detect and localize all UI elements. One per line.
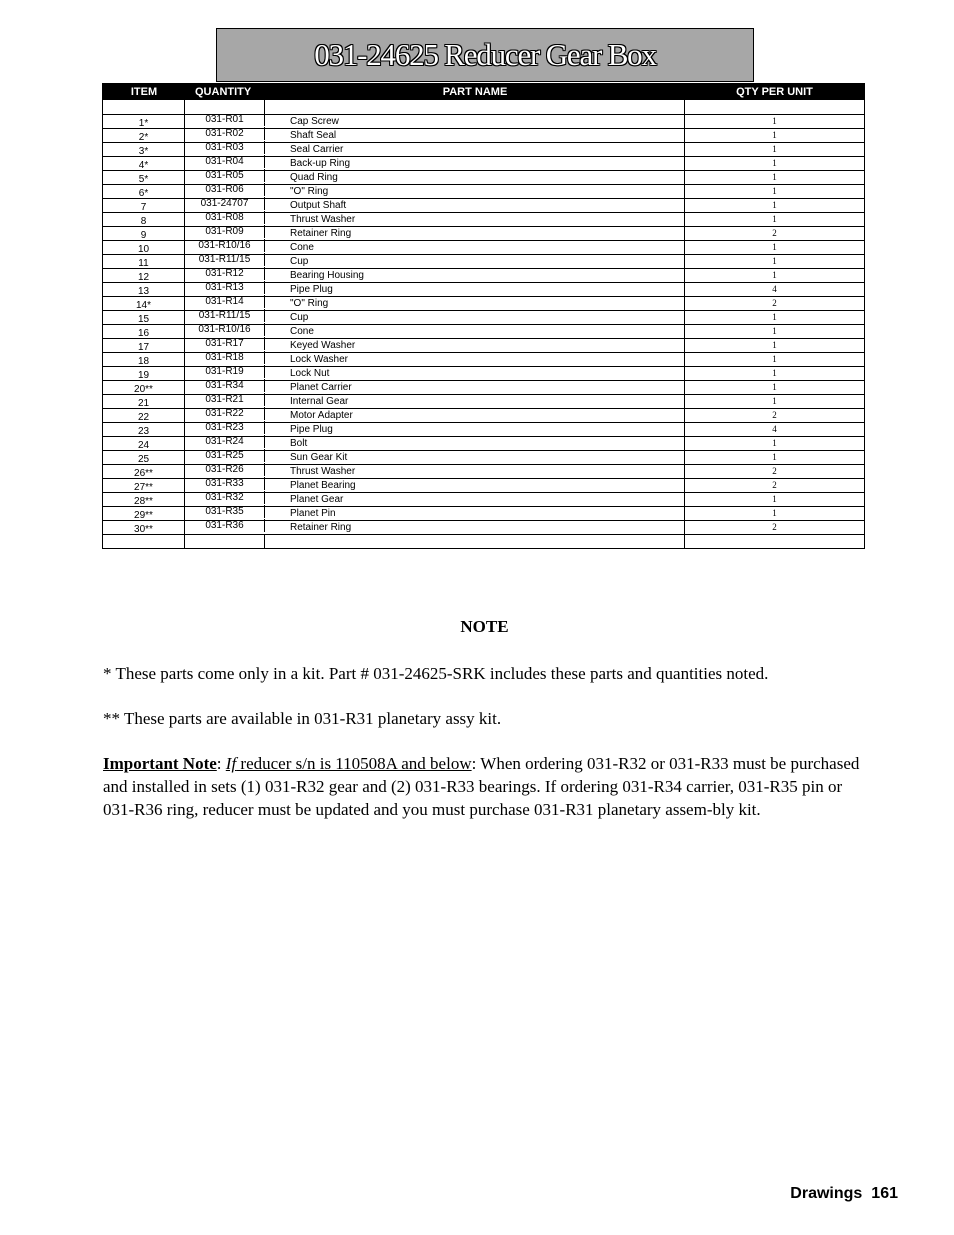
item-cell: 20** xyxy=(103,381,185,394)
item-cell: 24 xyxy=(103,437,185,450)
part-number-cell: 031-R26 xyxy=(185,463,265,476)
item-cell: 9 xyxy=(103,227,185,240)
important-note-condition: If reducer s/n is 110508A and below xyxy=(225,754,472,773)
part-name-cell: Seal Carrier xyxy=(265,143,685,156)
planetary-note: ** These parts are available in 031-R31 planetary assy kit. xyxy=(103,709,502,728)
qty-per-unit-cell: 1 xyxy=(772,200,777,210)
part-name-cell: Shaft Seal xyxy=(265,129,685,142)
qty-per-unit-cell: 1 xyxy=(772,494,777,504)
qty-per-unit-cell: 1 xyxy=(772,508,777,518)
part-name-cell: Quad Ring xyxy=(265,171,685,184)
part-name-cell: Keyed Washer xyxy=(265,339,685,352)
item-cell: 28** xyxy=(103,493,185,506)
item-cell: 11 xyxy=(103,255,185,268)
part-number-cell: 031-R08 xyxy=(185,211,265,224)
qty-per-unit-cell: 2 xyxy=(772,410,777,420)
item-cell: 4* xyxy=(103,157,185,170)
page-footer xyxy=(790,1185,898,1203)
part-name-cell: Thrust Washer xyxy=(265,213,685,226)
part-number-cell: 031-R04 xyxy=(185,155,265,168)
footer-section: Drawings xyxy=(790,1185,863,1202)
qty-per-unit-cell: 1 xyxy=(772,270,777,280)
item-cell: 10 xyxy=(103,241,185,254)
qty-per-unit-cell: 1 xyxy=(772,158,777,168)
item-cell: 15 xyxy=(103,311,185,324)
part-number-cell: 031-R05 xyxy=(185,169,265,182)
part-name-cell: Sun Gear Kit xyxy=(265,451,685,464)
item-cell: 23 xyxy=(103,423,185,436)
part-name-cell: Pipe Plug xyxy=(265,283,685,296)
part-name-cell: Back-up Ring xyxy=(265,157,685,170)
qty-per-unit-cell: 1 xyxy=(772,368,777,378)
item-cell: 12 xyxy=(103,269,185,282)
qty-per-unit-cell: 1 xyxy=(772,214,777,224)
part-number-cell: 031-R01 xyxy=(185,113,265,126)
part-number-cell: 031-R35 xyxy=(185,505,265,518)
qty-per-unit-cell: 1 xyxy=(772,340,777,350)
item-cell: 17 xyxy=(103,339,185,352)
item-cell: 6* xyxy=(103,185,185,198)
item-cell: 18 xyxy=(103,353,185,366)
item-cell: 1* xyxy=(103,115,185,128)
part-number-cell: 031-R34 xyxy=(185,379,265,392)
qty-per-unit-cell: 1 xyxy=(772,256,777,266)
page-number: 161 xyxy=(871,1185,898,1202)
table-header xyxy=(103,84,864,100)
part-number-cell: 031-R10/16 xyxy=(185,323,265,336)
item-cell: 8 xyxy=(103,213,185,226)
qty-per-unit-cell: 4 xyxy=(772,424,777,434)
part-number-cell: 031-R11/15 xyxy=(185,253,265,266)
qty-per-unit-cell: 1 xyxy=(772,354,777,364)
header-item: ITEM xyxy=(130,86,158,98)
part-name-cell: Lock Nut xyxy=(265,367,685,380)
part-number-cell: 031-R17 xyxy=(185,337,265,350)
part-number-cell: 031-R33 xyxy=(185,477,265,490)
table-row xyxy=(103,521,864,535)
table-empty-row xyxy=(103,535,864,548)
part-number-cell: 031-24707 xyxy=(185,197,265,210)
part-name-cell: Output Shaft xyxy=(265,199,685,212)
item-cell: 22 xyxy=(103,409,185,422)
header-quantity: QUANTITY xyxy=(195,86,252,98)
part-name-cell: Cup xyxy=(265,311,685,324)
item-cell: 30** xyxy=(103,521,185,534)
part-number-cell: 031-R32 xyxy=(185,491,265,504)
part-name-cell: Retainer Ring xyxy=(265,521,685,534)
part-number-cell: 031-R11/15 xyxy=(185,309,265,322)
qty-per-unit-cell: 2 xyxy=(772,228,777,238)
parts-table xyxy=(102,83,865,549)
qty-per-unit-cell: 2 xyxy=(772,480,777,490)
note-heading: NOTE xyxy=(460,617,509,636)
part-name-cell: Pipe Plug xyxy=(265,423,685,436)
item-cell: 14* xyxy=(103,297,185,310)
part-name-cell: Planet Pin xyxy=(265,507,685,520)
part-name-cell: Planet Carrier xyxy=(265,381,685,394)
part-name-cell: Thrust Washer xyxy=(265,465,685,478)
item-cell: 13 xyxy=(103,283,185,296)
qty-per-unit-cell: 1 xyxy=(772,144,777,154)
important-note-text: : When ordering 031-R32 or 031-R33 must be purchased and installed in sets (1) 031-R32 gear and (2) 031-R33 bearings. If ordering 031-R34 carrier, 031-R35 pin or 031-R36 ring, reducer must be updated and you must purchase 031-R31 planetary assem-bly kit. xyxy=(103,754,860,819)
item-cell: 26** xyxy=(103,465,185,478)
part-name-cell: Lock Washer xyxy=(265,353,685,366)
part-number-cell: 031-R09 xyxy=(185,225,265,238)
item-cell: 21 xyxy=(103,395,185,408)
part-number-cell: 031-R19 xyxy=(185,365,265,378)
part-name-cell: Internal Gear xyxy=(265,395,685,408)
item-cell: 27** xyxy=(103,479,185,492)
part-name-cell: Cup xyxy=(265,255,685,268)
part-name-cell: Motor Adapter xyxy=(265,409,685,422)
part-name-cell: Bearing Housing xyxy=(265,269,685,282)
qty-per-unit-cell: 1 xyxy=(772,438,777,448)
part-number-cell: 031-R24 xyxy=(185,435,265,448)
part-number-cell: 031-R02 xyxy=(185,127,265,140)
qty-per-unit-cell: 2 xyxy=(772,522,777,532)
important-note-label: Important Note xyxy=(103,754,217,773)
item-cell: 3* xyxy=(103,143,185,156)
qty-per-unit-cell: 2 xyxy=(772,298,777,308)
part-number-cell: 031-R21 xyxy=(185,393,265,406)
part-name-cell: Cone xyxy=(265,325,685,338)
part-number-cell: 031-R14 xyxy=(185,295,265,308)
page-title: 031-24625 Reducer Gear Box xyxy=(314,37,656,72)
part-number-cell: 031-R22 xyxy=(185,407,265,420)
qty-per-unit-cell: 4 xyxy=(772,284,777,294)
part-number-cell: 031-R23 xyxy=(185,421,265,434)
kit-note: * These parts come only in a kit. Part # 031-24625-SRK includes these parts and quantities noted. xyxy=(103,664,769,683)
item-cell: 16 xyxy=(103,325,185,338)
qty-per-unit-cell: 1 xyxy=(772,396,777,406)
part-number-cell: 031-R36 xyxy=(185,519,265,532)
part-number-cell: 031-R06 xyxy=(185,183,265,196)
table-body xyxy=(103,115,864,535)
part-number-cell: 031-R03 xyxy=(185,141,265,154)
title-banner xyxy=(216,28,754,82)
qty-per-unit-cell: 1 xyxy=(772,186,777,196)
header-qty-per-unit: QTY PER UNIT xyxy=(736,86,813,98)
part-number-cell: 031-R10/16 xyxy=(185,239,265,252)
qty-per-unit-cell: 1 xyxy=(772,172,777,182)
part-number-cell: 031-R18 xyxy=(185,351,265,364)
qty-per-unit-cell: 1 xyxy=(772,452,777,462)
item-cell: 2* xyxy=(103,129,185,142)
part-name-cell: Cap Screw xyxy=(265,115,685,128)
part-number-cell: 031-R13 xyxy=(185,281,265,294)
item-cell: 5* xyxy=(103,171,185,184)
qty-per-unit-cell: 1 xyxy=(772,116,777,126)
qty-per-unit-cell: 1 xyxy=(772,382,777,392)
qty-per-unit-cell: 1 xyxy=(772,326,777,336)
item-cell: 19 xyxy=(103,367,185,380)
qty-per-unit-cell: 1 xyxy=(772,130,777,140)
important-note: Important Note: If reducer s/n is 110508A and below: When ordering 031-R32 or 031-R33 must be purchased and installed in sets (1) 031-R32 gear and (2) 031-R33 bearings. If ordering 031-R34 carrier, 031-R35 pin or 031-R36 ring, reducer must be updated and you must purchase 031-R31 planetary assem-bly kit. xyxy=(103,754,860,819)
qty-per-unit-cell: 1 xyxy=(772,242,777,252)
part-name-cell: "O" Ring xyxy=(265,185,685,198)
part-number-cell: 031-R25 xyxy=(185,449,265,462)
header-part-name: PART NAME xyxy=(442,86,508,98)
item-cell: 29** xyxy=(103,507,185,520)
part-name-cell: Retainer Ring xyxy=(265,227,685,240)
item-cell: 25 xyxy=(103,451,185,464)
part-number-cell: 031-R12 xyxy=(185,267,265,280)
part-name-cell: Cone xyxy=(265,241,685,254)
qty-per-unit-cell: 1 xyxy=(772,312,777,322)
item-cell: 7 xyxy=(103,199,185,212)
part-name-cell: Planet Gear xyxy=(265,493,685,506)
part-name-cell: Planet Bearing xyxy=(265,479,685,492)
qty-per-unit-cell: 2 xyxy=(772,466,777,476)
part-name-cell: "O" Ring xyxy=(265,297,685,310)
part-name-cell: Bolt xyxy=(265,437,685,450)
